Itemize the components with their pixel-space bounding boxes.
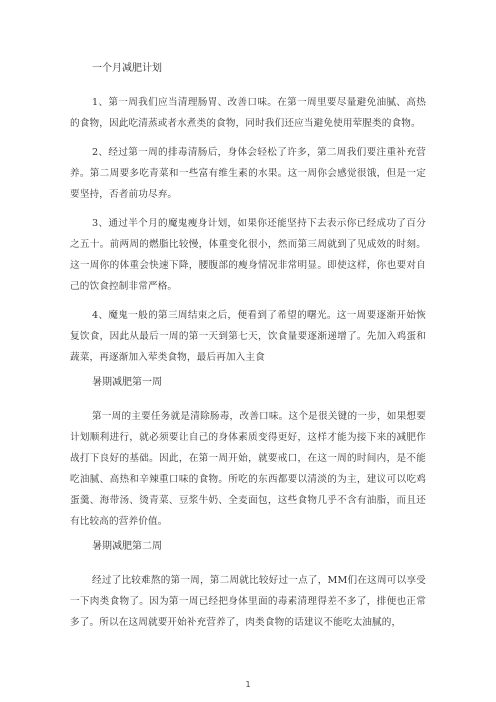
paragraph-4: 4、魔鬼一般的第三周结束之后，便看到了希望的曙光。这一周要逐渐开始恢复饮食，因此从最后一周的第一天到第七天，饮食量要逐渐递增了。先加入鸡蛋和蔬菜，再逐渐加入荤类食物，最后再加入主食 [70, 310, 426, 363]
section-body-week2: 经过了比较难熬的第一周，第二周就比较好过一点了，MM们在这周可以享受一下肉类食物了。因为第一周已经把身体里面的毒素清理得差不多了，排便也正常多了。所以在这周就要开始补充营养了，肉类食物的话建议不能吃太油腻的， [70, 575, 426, 628]
paragraph-3: 3、通过半个月的魔鬼瘦身计划，如果你还能坚持下去表示你已经成功了百分之五十。前两周的燃脂比较慢，体重变化很小，然而第三周就到了见成效的时刻。这一周你的体重会快速下降，腰腹部的瘦身情况非常明显。即使这样，你也要对自己的饮食控制非常严格。 [70, 218, 426, 292]
paragraph-2: 2、经过第一周的排毒清肠后，身体会轻松了许多，第二周我们要注重补充营养。第二周要多吃青菜和一些富有维生素的水果。这一周你会感觉很饿，但是一定要坚持，否者前功尽弃。 [70, 147, 426, 200]
section-heading-week1: 暑期减肥第一周 [92, 377, 162, 388]
paragraph-1: 1、第一周我们应当清理肠胃、改善口味。在第一周里要尽量避免油腻、高热的食物，因此吃清蒸或者水煮类的食物，同时我们还应当避免使用荤腥类的食物。 [70, 97, 426, 129]
page-number: 1 [245, 680, 251, 689]
document-body [70, 62, 426, 641]
section-body-week1: 第一周的主要任务就是清除肠毒，改善口味。这个是很关键的一步，如果想要计划顺利进行，就必须要让自己的身体素质变得更好，这样才能为接下来的减肥作战打下良好的基础。因此，在第一周开始，就要戒口，在这一周的时间内，是不能吃油腻、高热和辛辣重口味的食物。所吃的东西都要以清淡的为主，建议可以吃鸡蛋羹、海带汤、烫青菜、豆浆牛奶、全麦面包，这些食物几乎不含有油脂，而且还有比较高的营养价值。 [70, 411, 426, 527]
document-title: 一个月减肥计划 [92, 63, 162, 74]
section-heading-week2: 暑期减肥第二周 [92, 541, 162, 552]
